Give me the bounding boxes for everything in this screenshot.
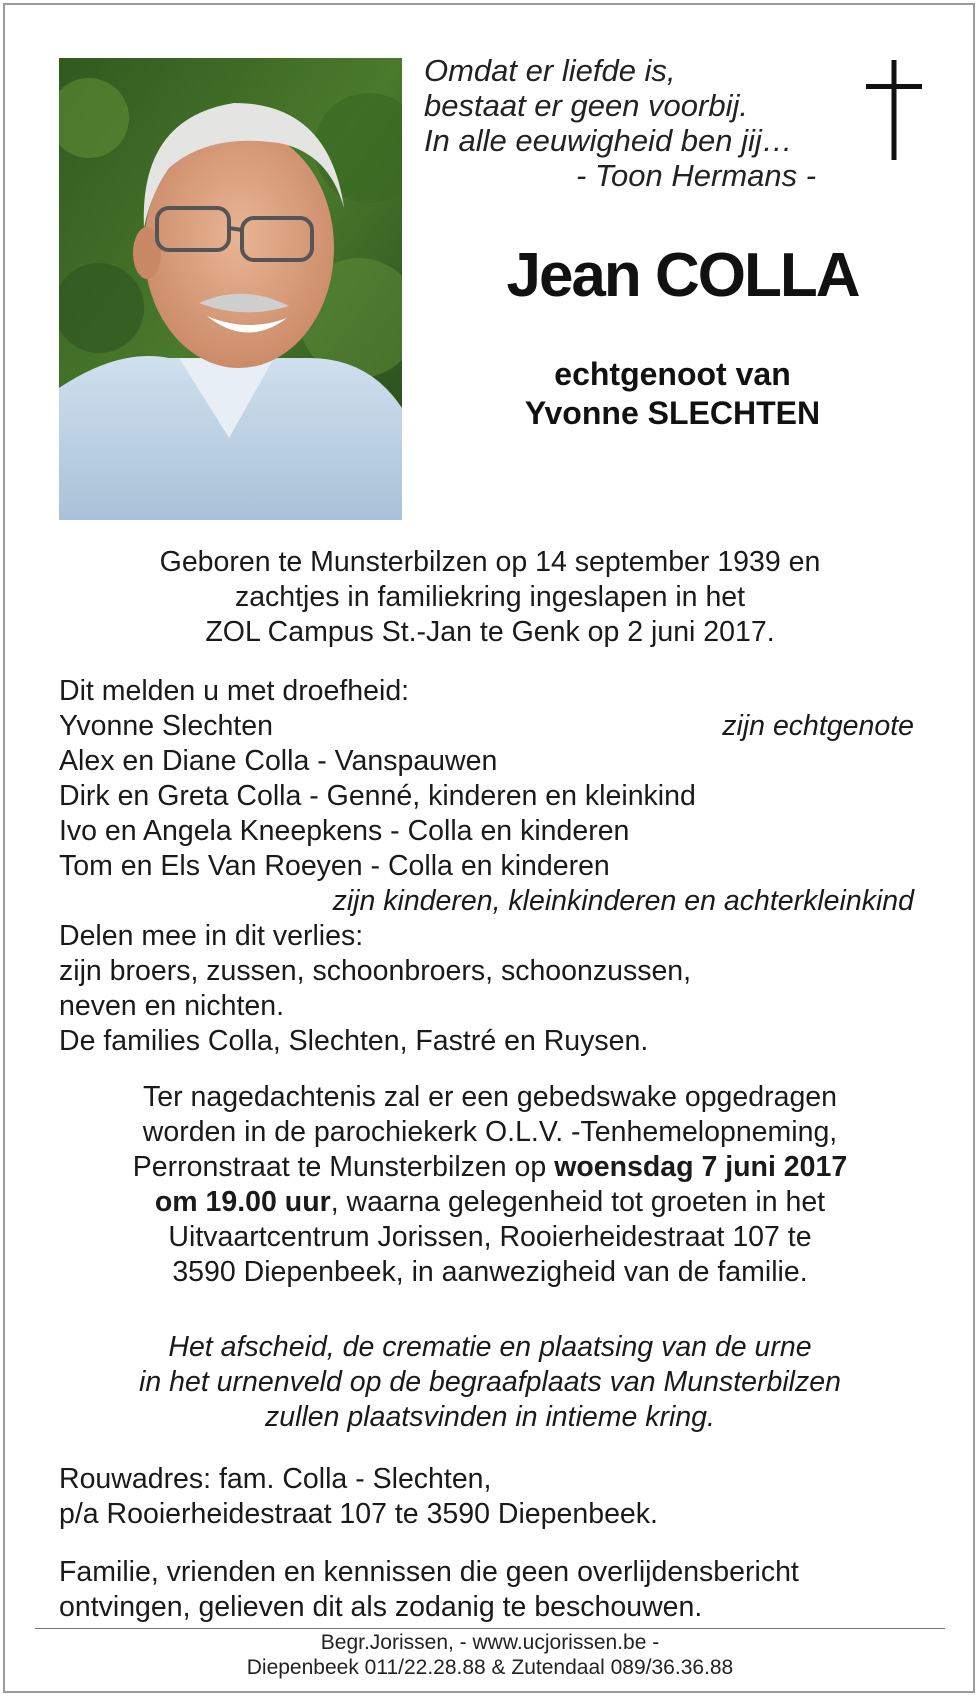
memorial-quote — [424, 53, 816, 193]
text-line: Geboren te Munsterbilzen op 14 september 1939 en — [159, 546, 821, 578]
children-role: zijn kinderen, kleinkinderen en achterkleinkind — [332, 885, 914, 917]
text-line: in het urnenveld op de begraafplaats van Munsterbilzen — [139, 1366, 841, 1398]
spouse-entry: Yvonne Slechten — [59, 710, 273, 742]
text-line: zullen plaatsvinden in intieme kring. — [265, 1401, 715, 1433]
mourners-intro: Dit melden u met droefheid: — [59, 675, 410, 707]
text-span: Perronstraat te Munsterbilzen op — [132, 1151, 555, 1183]
list-item: Tom en Els Van Roeyen - Colla en kinderen — [59, 850, 610, 882]
footer-line: Diepenbeek 011/22.28.88 & Zutendaal 089/36.36.88 — [246, 1656, 734, 1679]
quote-line: bestaat er geen voorbij. — [424, 88, 748, 123]
list-item: De families Colla, Slechten, Fastré en Ruysen. — [59, 1025, 649, 1057]
wake-details — [40, 1080, 940, 1290]
text-line: ontvingen, gelieven dit als zodanig te beschouwen. — [59, 1591, 703, 1623]
shared-intro: Delen mee in dit verlies: — [59, 920, 364, 952]
relation-label: echtgenoot van — [554, 356, 791, 392]
text-line: Het afscheid, de crematie en plaatsing van de urne — [168, 1331, 812, 1363]
footer-divider — [35, 1628, 945, 1629]
mourning-address — [59, 1462, 919, 1532]
birth-death-text — [40, 545, 940, 650]
wake-time: om 19.00 uur — [154, 1186, 331, 1218]
text-line: Uitvaartcentrum Jorissen, Rooierheidestraat 107 te — [168, 1221, 812, 1253]
spouse-block — [470, 355, 875, 433]
text-line — [40, 1150, 940, 1185]
text-line: p/a Rooierheidestraat 107 te 3590 Diepenbeek. — [59, 1498, 658, 1530]
portrait-photo — [59, 58, 402, 520]
deceased-name: Jean COLLA — [506, 241, 859, 310]
text-line: zachtjes in familiekring ingeslapen in het — [234, 581, 746, 613]
text-line: ZOL Campus St.-Jan te Genk op 2 juni 2017. — [205, 616, 775, 648]
mourners-list — [59, 674, 914, 1059]
quote-line: Omdat er liefde is, — [424, 53, 676, 88]
cross-icon — [866, 60, 922, 160]
footer — [40, 1630, 940, 1680]
spouse-name: Yvonne SLECHTEN — [524, 395, 821, 431]
text-line: Rouwadres: fam. Colla - Slechten, — [59, 1463, 492, 1495]
quote-author: - Toon Hermans - — [576, 158, 817, 193]
list-item: Ivo en Angela Kneepkens - Colla en kinderen — [59, 815, 630, 847]
text-line: Ter nagedachtenis zal er een gebedswake opgedragen — [142, 1081, 837, 1113]
text-line: 3590 Diepenbeek, in aanwezigheid van de familie. — [172, 1256, 808, 1288]
notice-text — [59, 1555, 919, 1625]
list-item: zijn broers, zussen, schoonbroers, schoonzussen, — [59, 955, 692, 987]
text-span: , waarna gelegenheid tot groeten in het — [330, 1186, 826, 1218]
list-item: Dirk en Greta Colla - Genné, kinderen en kleinkind — [59, 780, 696, 812]
text-line: worden in de parochiekerk O.L.V. -Tenhemelopneming, — [142, 1116, 838, 1148]
list-item — [59, 709, 914, 744]
spouse-role: zijn echtgenote — [722, 710, 914, 742]
footer-line: Begr.Jorissen, - www.ucjorissen.be - — [320, 1631, 660, 1654]
list-item: neven en nichten. — [59, 990, 285, 1022]
list-item: Alex en Diane Colla - Vanspauwen — [59, 745, 498, 777]
quote-line: In alle eeuwigheid ben jij… — [424, 123, 793, 158]
text-line — [40, 1185, 940, 1220]
farewell-text — [40, 1330, 940, 1435]
wake-date: woensdag 7 juni 2017 — [554, 1151, 848, 1183]
text-line: Familie, vrienden en kennissen die geen overlijdensbericht — [59, 1556, 799, 1588]
